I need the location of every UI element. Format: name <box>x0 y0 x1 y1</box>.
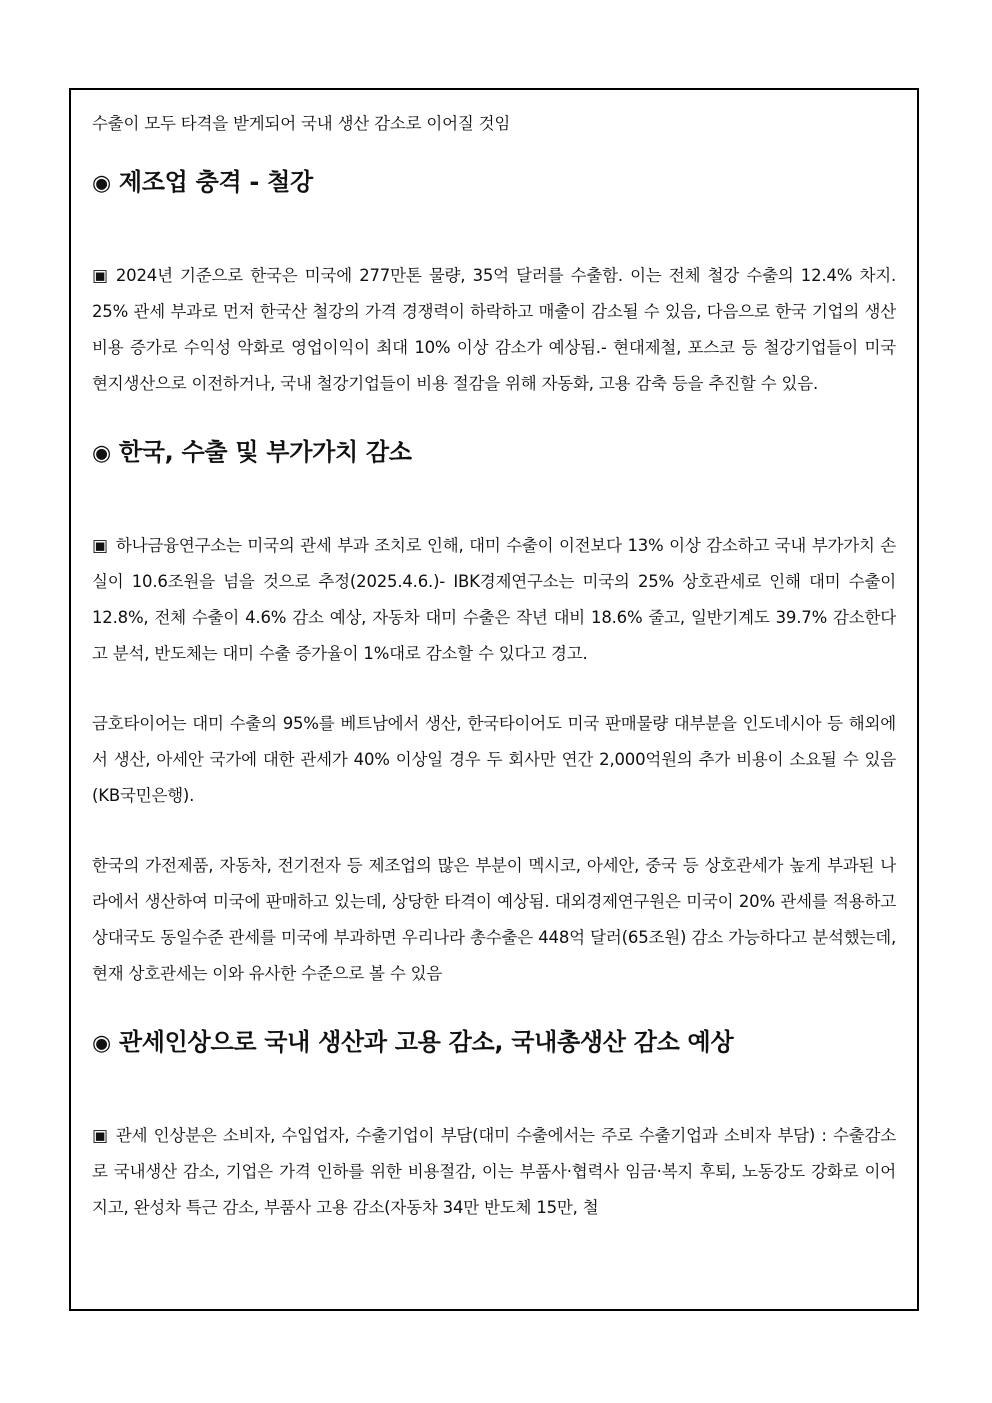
section-heading-text: 제조업 충격 - 철강 <box>118 168 313 196</box>
section-heading-steel <box>92 162 896 204</box>
paragraph-text: 관세 인상분은 소비자, 수입업자, 수출기업이 부담(대미 수출에서는 주로 수출기업과 소비자 부담) : 수출감소로 국내생산 감소, 기업은 가격 인하를 위한 비용절감, 이는 부품사·협력사 임금·복지 후퇴, 노동강도 강화로 이어지고, 완성차 특근 감소, 부품사 고용 감소(자동차 34만 반도체 15만, 철 <box>92 1126 896 1217</box>
manufacturing-paragraph: 한국의 가전제품, 자동차, 전기전자 등 제조업의 많은 부분이 멕시코, 아세안, 중국 등 상호관세가 높게 부과된 나라에서 생산하여 미국에 판매하고 있는데, 상당한 타격이 예상됨. 대외경제연구원은 미국이 20% 관세를 적용하고 상대국도 동일수준 관세를 미국에 부과하면 우리나라 총수출은 448억 달러(65조원) 감소 가능하다고 분석했는데, 현재 상호관세는 이와 유사한 수준으로 볼 수 있음 <box>92 856 896 983</box>
section-heading-text: 관세인상으로 국내 생산과 고용 감소, 국내총생산 감소 예상 <box>118 1028 734 1056</box>
section-heading-exports <box>92 432 896 474</box>
square-bullet-icon: ▣ <box>92 536 108 556</box>
intro-line: 수출이 모두 타격을 받게되어 국내 생산 감소로 이어질 것임 <box>92 114 511 133</box>
paragraph-text: 하나금융연구소는 미국의 관세 부과 조치로 인해, 대미 수출이 이전보다 13% 이상 감소하고 국내 부가가치 손실이 10.6조원을 넘을 것으로 추정(2025.4.6.)- IBK경제연구소는 미국의 25% 상호관세로 인해 대미 수출이 12.8%, 전체 수출이 4.6% 감소 예상, 자동차 대미 수출은 작년 대비 18.6% 줄고, 일반기계도 39.7% 감소한다고 분석, 반도체는 대미 수출 증가율이 1%대로 감소할 수 있다고 경고. <box>92 536 896 663</box>
paragraph-text: 2024년 기준으로 한국은 미국에 277만톤 물량, 35억 달러를 수출함. 이는 전체 철강 수출의 12.4% 차지. 25% 관세 부과로 먼저 한국산 철강의 가격 경쟁력이 하락하고 매출이 감소될 수 있음, 다음으로 한국 기업의 생산비용 증가로 수익성 악화로 영업이익이 최대 10% 이상 감소가 예상됨.- 현대제철, 포스코 등 철강기업들이 미국 현지생산으로 이전하거나, 국내 철강기업들이 비용 절감을 위해 자동화, 고용 감축 등을 추진할 수 있음. <box>92 266 896 393</box>
section-paragraph-employment <box>92 1118 896 1226</box>
section-paragraph-exports <box>92 528 896 672</box>
bullseye-icon: ◉ <box>92 441 111 466</box>
bullseye-icon: ◉ <box>92 171 111 196</box>
square-bullet-icon: ▣ <box>92 266 108 286</box>
tire-paragraph: 금호타이어는 대미 수출의 95%를 베트남에서 생산, 한국타이어도 미국 판매물량 대부분을 인도네시아 등 해외에서 생산, 아세안 국가에 대한 관세가 40% 이상일 경우 두 회사만 연간 2,000억원의 추가 비용이 소요될 수 있음(KB국민은행). <box>92 714 896 805</box>
section-heading-text: 한국, 수출 및 부가가치 감소 <box>118 438 412 466</box>
section-heading-employment <box>92 1022 896 1064</box>
document-body <box>92 100 896 1226</box>
bullseye-icon: ◉ <box>92 1031 111 1056</box>
square-bullet-icon: ▣ <box>92 1126 108 1146</box>
section-paragraph-steel <box>92 258 896 402</box>
